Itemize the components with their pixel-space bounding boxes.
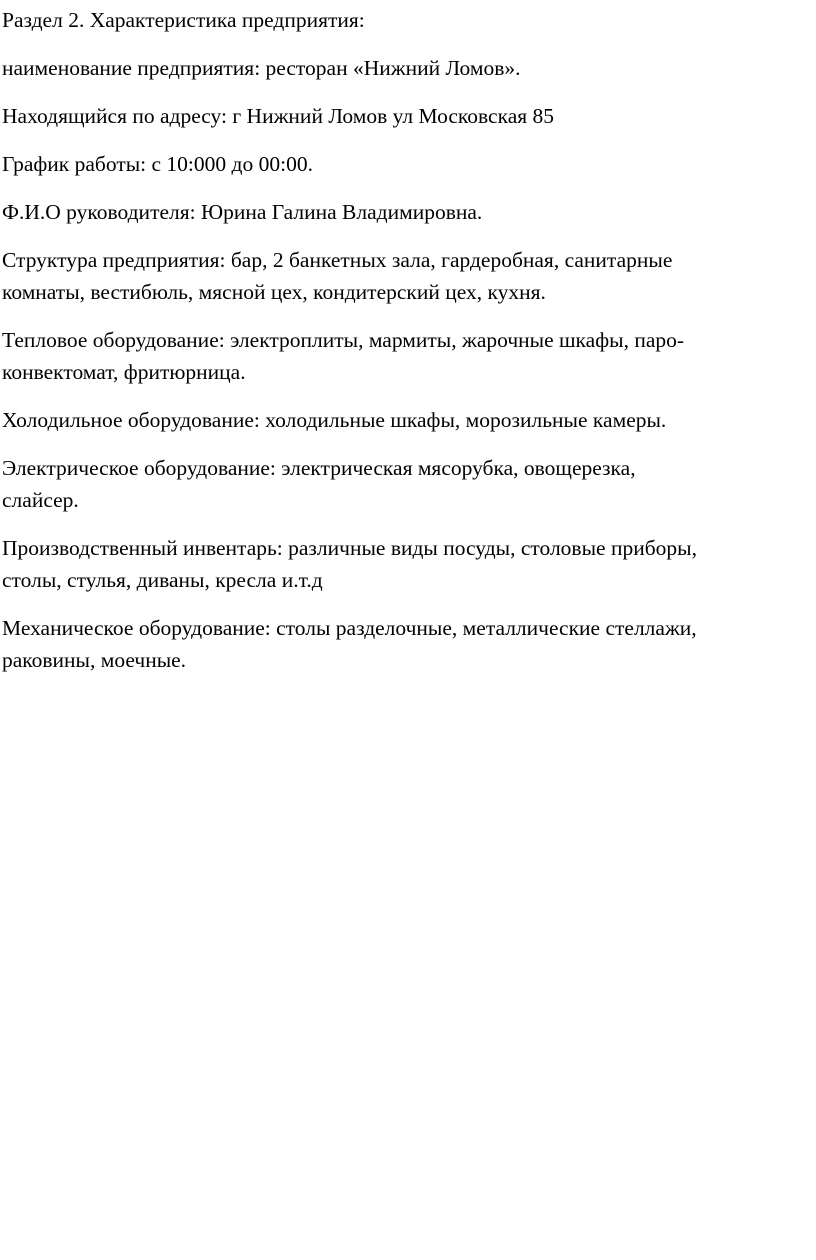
paragraph-line: Ф.И.О руководителя: Юрина Галина Владимировна. (2, 200, 483, 224)
inventory-paragraph (2, 532, 806, 596)
paragraph-line: Находящийся по адресу: г Нижний Ломов ул Московская 85 (2, 104, 555, 128)
paragraph-line: столы, стулья, диваны, кресла и.т.д (2, 568, 323, 592)
enterprise-name-paragraph (2, 52, 806, 84)
paragraph-line: Раздел 2. Характеристика предприятия: (2, 8, 365, 32)
paragraph-line: конвектомат, фритюрница. (2, 360, 246, 384)
paragraph-line: Электрическое оборудование: электрическая мясорубка, овощерезка, (2, 456, 636, 480)
address-paragraph (2, 100, 806, 132)
paragraph-line: наименование предприятия: ресторан «Нижний Ломов». (2, 56, 521, 80)
paragraph-line: раковины, моечные. (2, 648, 187, 672)
paragraph-line: слайсер. (2, 488, 79, 512)
structure-paragraph (2, 244, 806, 308)
schedule-paragraph (2, 148, 806, 180)
refrigeration-equipment-paragraph (2, 404, 806, 436)
thermal-equipment-paragraph (2, 324, 806, 388)
section-heading (2, 4, 806, 36)
electrical-equipment-paragraph (2, 452, 806, 516)
mechanical-equipment-paragraph (2, 612, 806, 676)
paragraph-line: График работы: с 10:000 до 00:00. (2, 152, 313, 176)
paragraph-line: Производственный инвентарь: различные виды посуды, столовые приборы, (2, 536, 697, 560)
paragraph-line: Холодильное оборудование: холодильные шкафы, морозильные камеры. (2, 408, 667, 432)
paragraph-line: Структура предприятия: бар, 2 банкетных зала, гардеробная, санитарные (2, 248, 673, 272)
paragraph-line: Механическое оборудование: столы разделочные, металлические стеллажи, (2, 616, 697, 640)
director-paragraph (2, 196, 806, 228)
paragraph-line: комнаты, вестибюль, мясной цех, кондитерский цех, кухня. (2, 280, 546, 304)
paragraph-line: Тепловое оборудование: электроплиты, мармиты, жарочные шкафы, паро- (2, 328, 685, 352)
